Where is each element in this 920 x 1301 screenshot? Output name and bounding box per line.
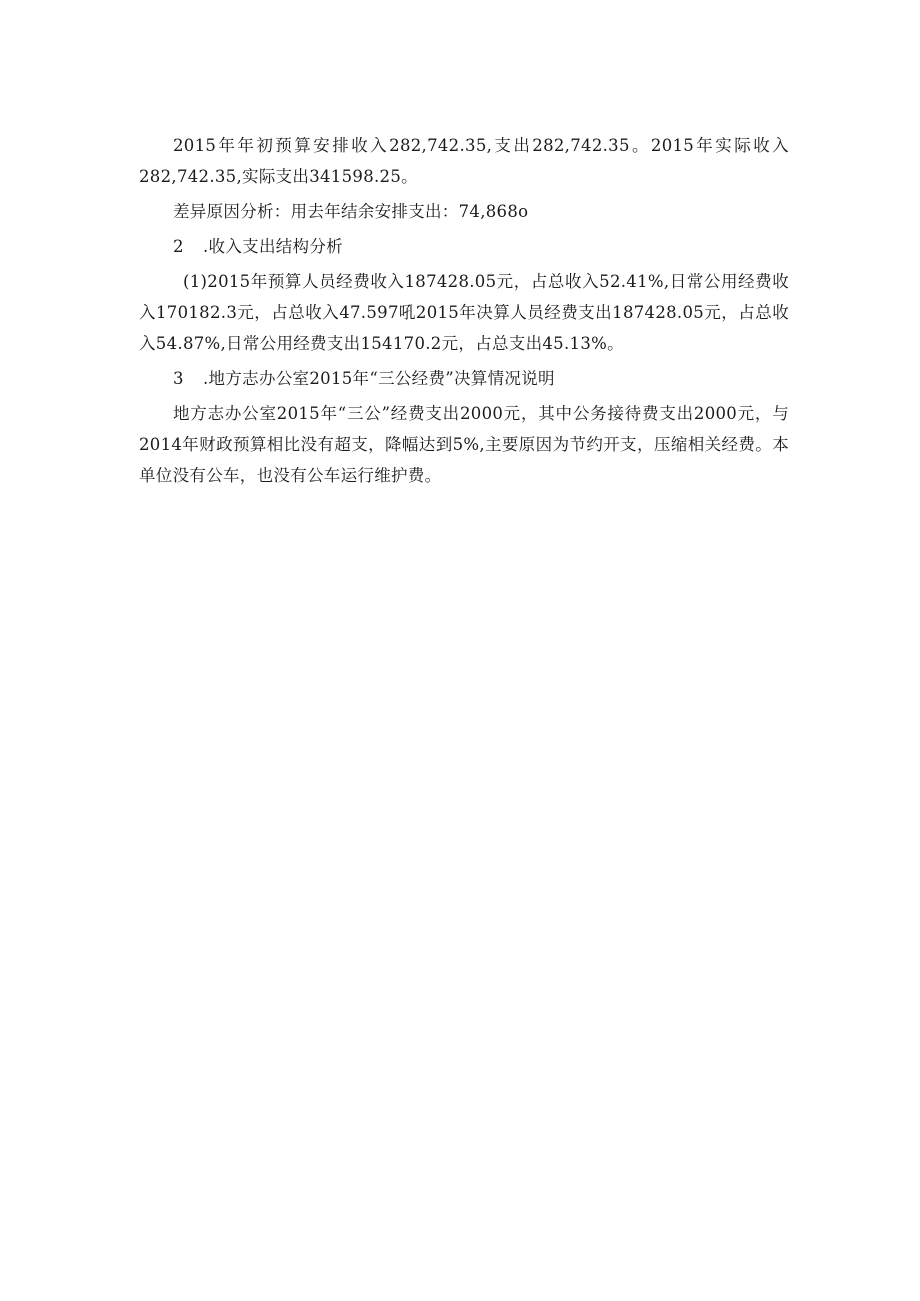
section-heading-three-public-expenses: [139, 363, 789, 394]
section-number: 3: [173, 369, 184, 388]
three-public-expenses-paragraph: 地方志办公室2015年“三公”经费支出2000元，其中公务接待费支出2000元，与2014年财政预算相比没有超支，降幅达到5%,主要原因为节约开支，压缩相关经费。本单位没有公车，也没有公车运行维护费。: [139, 404, 789, 485]
income-structure-paragraph: (1)2015年预算人员经费收入187428.05元，占总收入52.41%,日常公用经费收入170182.3元，占总收入47.597吼2015年决算人员经费支出187428.05元，占总收入54.87%,日常公用经费支出154170.2元，占总支出45.13%。: [139, 272, 789, 353]
section-title: .收入支出结构分析: [203, 237, 343, 256]
document-body: [139, 130, 789, 495]
section-number: 2: [173, 237, 184, 256]
budget-summary-paragraph: 2015年年初预算安排收入282,742.35,支出282,742.35。2015年实际收入282,742.35,实际支出341598.25。: [139, 136, 789, 186]
section-title: .地方志办公室2015年“三公经费”决算情况说明: [203, 369, 555, 388]
variance-analysis-paragraph: 差异原因分析：用去年结余安排支出：74,868o: [173, 202, 529, 221]
section-heading-income-structure: [139, 231, 789, 262]
